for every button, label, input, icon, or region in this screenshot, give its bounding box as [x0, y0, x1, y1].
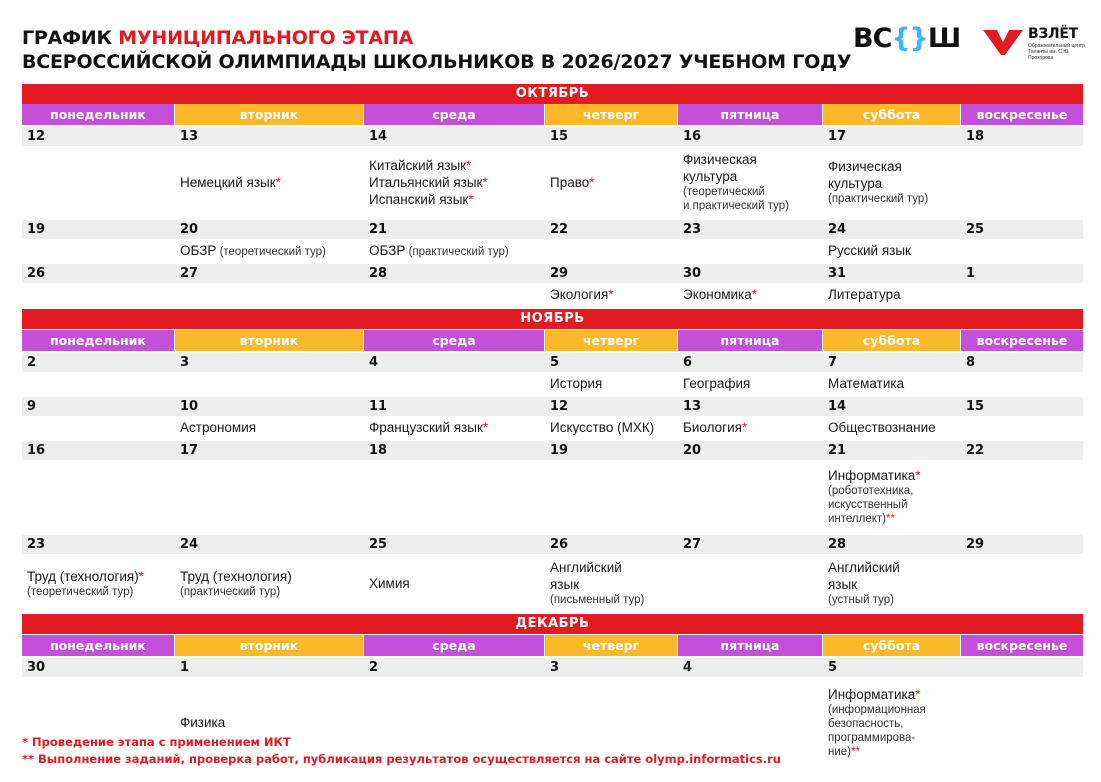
weekday-label: понедельник — [22, 635, 174, 656]
event-subject — [180, 419, 364, 436]
event-subject-text: Английский — [550, 560, 622, 575]
day-number: 4 — [683, 660, 693, 675]
olympiad-event — [175, 568, 364, 599]
weekday-label: четверг — [545, 635, 677, 656]
day-number: 27 — [180, 266, 199, 281]
event-subject — [683, 151, 823, 168]
vzlet-subtitle: Образовательный центр Таланты им. С.Ю. Прохорова — [1028, 43, 1085, 61]
event-subject — [180, 568, 364, 585]
weekday-label: среда — [364, 104, 544, 125]
olympiad-event — [545, 286, 678, 303]
event-subject — [828, 559, 961, 576]
day-number: 30 — [27, 660, 46, 675]
olympiad-event — [823, 286, 961, 303]
day-number: 21 — [369, 222, 388, 237]
event-subject-text: Французский язык — [369, 420, 483, 435]
vzlet-logo — [983, 26, 1093, 60]
day-number: 9 — [27, 399, 37, 414]
weekday-label: понедельник — [22, 104, 174, 125]
event-note-text: безопасность, — [828, 718, 904, 730]
event-subject — [828, 286, 961, 303]
day-number: 22 — [966, 443, 985, 458]
day-number: 7 — [828, 355, 838, 370]
day-number: 1 — [180, 660, 190, 675]
event-note-text: (устный тур) — [828, 594, 894, 606]
olympiad-event — [175, 242, 364, 259]
day-number: 17 — [180, 443, 199, 458]
event-subject-text: Информатика — [828, 468, 916, 483]
weekday-label: воскресенье — [961, 330, 1083, 351]
event-subject — [369, 419, 545, 436]
event-subject-text: Искусство (МХК) — [550, 420, 655, 435]
event-note — [828, 745, 961, 759]
weekday-label: суббота — [823, 104, 960, 125]
day-number: 19 — [550, 443, 569, 458]
ict-marker: * — [915, 687, 921, 702]
olympiad-event — [545, 375, 678, 392]
ict-marker: * — [741, 420, 748, 435]
vsosh-logo-right: Ш — [927, 23, 961, 54]
event-note — [828, 703, 961, 717]
footnote-informatics: ** Выполнение заданий, проверка работ, публикация результатов осуществляется на сайте olymp.informatics.ru — [22, 752, 781, 766]
olympiad-event — [364, 242, 545, 259]
olympiad-event — [823, 375, 961, 392]
day-number: 22 — [550, 222, 569, 237]
olympiad-event — [678, 375, 823, 392]
day-number: 14 — [828, 399, 847, 414]
olympiad-event — [823, 158, 961, 206]
day-number: 14 — [369, 129, 388, 144]
event-note-text: (теоретический тур) — [27, 586, 134, 598]
weekday-label: пятница — [678, 104, 822, 125]
olympiad-event — [678, 419, 823, 436]
event-note-text: программирова- — [828, 732, 916, 744]
event-subject — [369, 174, 545, 191]
ict-marker: ** — [851, 746, 860, 758]
event-subject-text: Химия — [369, 576, 410, 591]
vzlet-name: ВЗЛЁТ — [1028, 26, 1078, 42]
ict-marker: * — [915, 468, 921, 483]
event-subject — [369, 157, 545, 174]
weekday-label: воскресенье — [961, 635, 1083, 656]
event-subject — [180, 714, 364, 731]
day-number: 13 — [180, 129, 199, 144]
day-number: 25 — [966, 222, 985, 237]
weekday-label: понедельник — [22, 330, 174, 351]
event-note-text: интеллект) — [828, 513, 886, 525]
day-number: 30 — [683, 266, 702, 281]
event-subject-text: Китайский язык — [369, 158, 467, 173]
event-note — [828, 717, 961, 731]
event-note — [180, 585, 364, 599]
day-number: 18 — [369, 443, 388, 458]
event-subject-text: Математика — [828, 376, 905, 391]
day-number: 19 — [27, 222, 46, 237]
ict-marker: * — [466, 158, 472, 173]
olympiad-event — [22, 568, 175, 599]
event-subject — [550, 174, 678, 191]
weekday-label: суббота — [823, 330, 960, 351]
page-title — [22, 26, 851, 50]
event-note — [828, 512, 961, 526]
event-note-text: (робототехника, — [828, 485, 914, 497]
day-number: 12 — [27, 129, 46, 144]
olympiad-event — [823, 242, 961, 259]
event-subject-text: язык — [550, 577, 580, 592]
event-subject — [550, 576, 678, 593]
day-number: 26 — [27, 266, 46, 281]
ict-marker: * — [482, 420, 489, 435]
olympiad-event — [364, 419, 545, 436]
event-subject — [828, 242, 961, 259]
event-note — [828, 484, 961, 498]
olympiad-event — [545, 419, 678, 436]
weekday-header-row — [22, 635, 1083, 656]
event-subject-text: культура — [828, 176, 883, 191]
ict-marker: * — [138, 569, 145, 584]
event-subject — [180, 174, 364, 191]
event-subject — [27, 568, 175, 585]
ict-marker: * — [482, 175, 488, 190]
event-subject-text: культура — [683, 169, 738, 184]
event-note-text: (письменный тур) — [550, 594, 645, 606]
event-round-note: (практический тур) — [405, 246, 509, 258]
day-number: 3 — [550, 660, 560, 675]
weekday-label: пятница — [678, 330, 822, 351]
day-number: 23 — [27, 537, 46, 552]
day-number: 16 — [683, 129, 702, 144]
event-note — [828, 498, 961, 512]
event-subject-text: География — [683, 376, 751, 391]
page-subtitle: ВСЕРОССИЙСКОЙ ОЛИМПИАДЫ ШКОЛЬНИКОВ В 2026/2027 УЧЕБНОМ ГОДУ — [22, 51, 852, 73]
day-number: 1 — [966, 266, 976, 281]
day-number: 6 — [683, 355, 693, 370]
event-note — [683, 199, 823, 213]
olympiad-event — [545, 174, 678, 191]
event-subject — [828, 576, 961, 593]
event-subject — [683, 286, 823, 303]
weekday-label: четверг — [545, 104, 677, 125]
vzlet-v-icon — [983, 28, 1023, 56]
event-note — [27, 585, 175, 599]
olympiad-event — [545, 559, 678, 607]
day-number: 23 — [683, 222, 702, 237]
event-round-note: (теоретический тур) — [216, 246, 326, 258]
ict-marker: * — [275, 175, 281, 190]
event-note-text: (практический тур) — [828, 193, 929, 205]
event-subject — [683, 168, 823, 185]
day-number: 27 — [683, 537, 702, 552]
event-note — [683, 185, 823, 199]
month-header: НОЯБРЬ — [22, 309, 1083, 329]
event-note-text: (практический тур) — [180, 586, 281, 598]
event-subject-text: История — [550, 376, 603, 391]
ict-marker: * — [589, 175, 595, 190]
day-number: 8 — [966, 355, 976, 370]
weekday-label: суббота — [823, 635, 960, 656]
day-number: 4 — [369, 355, 379, 370]
day-number: 31 — [828, 266, 847, 281]
event-subject-text: Русский язык — [828, 243, 911, 258]
vsosh-logo-brace: {} — [891, 23, 928, 54]
olympiad-event — [823, 559, 961, 607]
event-subject — [828, 686, 961, 703]
ict-marker: * — [468, 192, 474, 207]
day-number: 2 — [369, 660, 379, 675]
event-subject — [369, 575, 545, 592]
footnotes — [22, 734, 781, 768]
weekday-label: среда — [364, 330, 544, 351]
day-number: 29 — [550, 266, 569, 281]
vsosh-logo-left: ВС — [853, 23, 892, 54]
title-accent: МУНИЦИПАЛЬНОГО ЭТАПА — [118, 27, 414, 49]
day-number: 15 — [966, 399, 985, 414]
day-number: 10 — [180, 399, 199, 414]
footnote-ict: * Проведение этапа с применением ИКТ — [22, 735, 291, 749]
olympiad-event — [823, 467, 961, 526]
day-number: 28 — [828, 537, 847, 552]
event-subject — [828, 375, 961, 392]
event-subject-text: Биология — [683, 420, 742, 435]
day-number: 16 — [27, 443, 46, 458]
event-subject-text: Немецкий язык — [180, 175, 276, 190]
ict-marker: ** — [886, 513, 895, 525]
event-note — [828, 192, 961, 206]
ict-marker: * — [751, 287, 758, 302]
event-subject — [180, 242, 364, 259]
olympiad-event — [175, 419, 364, 436]
event-subject-text: Право — [550, 175, 590, 190]
vsosh-logo — [853, 23, 960, 54]
event-subject-text: Информатика — [828, 687, 916, 702]
event-subject-text: ОБЗР — [369, 243, 406, 258]
event-subject-text: Физика — [180, 715, 226, 730]
event-subject-text: Физическая — [683, 152, 757, 167]
weekday-label: вторник — [175, 635, 363, 656]
olympiad-event — [175, 714, 364, 731]
olympiad-event — [678, 151, 823, 213]
weekday-label: вторник — [175, 330, 363, 351]
event-note — [828, 593, 961, 607]
weekday-label: пятница — [678, 635, 822, 656]
day-number: 24 — [180, 537, 199, 552]
olympiad-event — [364, 575, 545, 592]
day-number: 29 — [966, 537, 985, 552]
event-subject — [828, 467, 961, 484]
weekday-header-row — [22, 104, 1083, 125]
event-subject — [369, 242, 545, 259]
weekday-label: вторник — [175, 104, 363, 125]
event-subject-text: Астрономия — [180, 420, 257, 435]
olympiad-event — [364, 157, 545, 208]
event-note-text: (теоретический — [683, 186, 765, 198]
month-header: ДЕКАБРЬ — [22, 614, 1083, 634]
day-number: 17 — [828, 129, 847, 144]
header — [22, 26, 851, 74]
day-number: 2 — [27, 355, 37, 370]
olympiad-event — [823, 686, 961, 759]
event-subject — [550, 286, 678, 303]
event-subject-text: Экология — [550, 287, 609, 302]
event-subject — [828, 419, 961, 436]
title-prefix: ГРАФИК — [22, 27, 119, 49]
event-subject-text: Английский — [828, 560, 900, 575]
day-number: 5 — [828, 660, 838, 675]
event-subject — [550, 375, 678, 392]
day-number: 28 — [369, 266, 388, 281]
day-number: 24 — [828, 222, 847, 237]
day-number: 20 — [683, 443, 702, 458]
weekday-header-row — [22, 330, 1083, 351]
event-note-text: и практический тур) — [683, 200, 789, 212]
event-subject-text: Испанский язык — [369, 192, 469, 207]
day-number: 18 — [966, 129, 985, 144]
day-number: 13 — [683, 399, 702, 414]
event-subject — [683, 419, 823, 436]
event-subject-text: Труд (технология) — [180, 569, 292, 584]
day-number: 15 — [550, 129, 569, 144]
event-subject — [683, 375, 823, 392]
event-note-text: ние) — [828, 746, 851, 758]
day-number: 21 — [828, 443, 847, 458]
event-subject-text: Литература — [828, 287, 901, 302]
event-subject — [550, 419, 678, 436]
day-number: 12 — [550, 399, 569, 414]
ict-marker: * — [608, 287, 614, 302]
olympiad-event — [823, 419, 961, 436]
event-note — [550, 593, 678, 607]
event-subject-text: Итальянский язык — [369, 175, 483, 190]
event-note-text: искусственный — [828, 499, 908, 511]
olympiad-event — [175, 174, 364, 191]
event-subject-text: Труд (технология) — [27, 569, 139, 584]
day-number: 11 — [369, 399, 388, 414]
day-number: 26 — [550, 537, 569, 552]
day-number: 20 — [180, 222, 199, 237]
day-number: 25 — [369, 537, 388, 552]
event-subject-text: Обществознание — [828, 420, 936, 435]
weekday-label: четверг — [545, 330, 677, 351]
event-note — [828, 731, 961, 745]
event-subject-text: Экономика — [683, 287, 752, 302]
event-subject — [828, 175, 961, 192]
day-number: 3 — [180, 355, 190, 370]
event-subject — [828, 158, 961, 175]
weekday-label: среда — [364, 635, 544, 656]
event-subject-text: ОБЗР — [180, 243, 217, 258]
olympiad-event — [678, 286, 823, 303]
event-note-text: (информационная — [828, 704, 926, 716]
day-number: 5 — [550, 355, 560, 370]
event-subject — [369, 191, 545, 208]
weekday-label: воскресенье — [961, 104, 1083, 125]
event-subject — [550, 559, 678, 576]
event-subject-text: Физическая — [828, 159, 902, 174]
month-header: ОКТЯБРЬ — [22, 84, 1083, 104]
event-subject-text: язык — [828, 577, 858, 592]
